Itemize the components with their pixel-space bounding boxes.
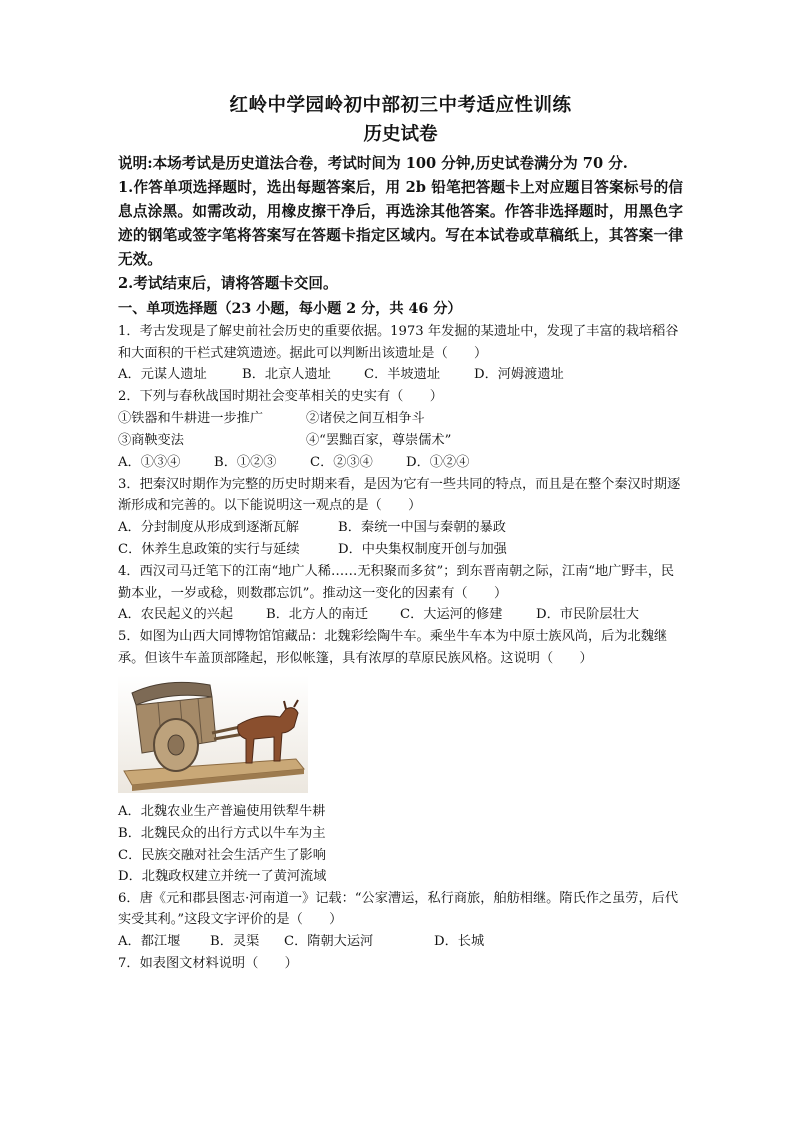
- option-b: B．①②③: [214, 454, 277, 470]
- question-3-options: [118, 517, 683, 561]
- option-c: C．休养生息政策的实行与延续: [118, 541, 300, 557]
- option-a: A．都江堰: [118, 933, 181, 949]
- exam-title: 红岭中学园岭初中部初三中考适应性训练: [229, 95, 572, 116]
- question-5-option-c: C．民族交融对社会生活产生了影响: [118, 847, 326, 863]
- ox-cart-figure: [118, 675, 308, 793]
- option-b: B．北方人的南迁: [266, 607, 369, 623]
- option-d: D．①②④: [406, 454, 470, 470]
- option-b: B．秦统一中国与秦朝的暴政: [338, 519, 506, 535]
- option-b: B．北京人遗址: [242, 367, 331, 383]
- option-d: D．市民阶层壮大: [536, 607, 639, 623]
- question-5-option-a: A．北魏农业生产普遍使用铁犁牛耕: [118, 804, 326, 820]
- question-2-items: [118, 408, 683, 452]
- instructions-item-1: 1.作答单项选择题时，选出每题答案后，用 2b 铅笔把答题卡上对应题目答案标号的信息点涂黑。如需改动，用橡皮擦干净后，再选涂其他答案。作答非选择题时，用黑色字迹的钢笔或签字笔将答案写在答题卡指定区域内。写在本试卷或草稿纸上，其答案一律无效。: [118, 179, 683, 268]
- instructions-intro: 说明:本场考试是历史道法合卷，考试时间为 100 分钟,历史试卷满分为 70 分.: [118, 155, 628, 172]
- question-7-stem: 7．如表图文材料说明（ ）: [118, 955, 298, 971]
- statement-3: ③商鞅变法: [118, 432, 184, 448]
- statement-1: ①铁器和牛耕进一步推广: [118, 410, 264, 426]
- question-2-options: [118, 452, 683, 474]
- question-5-stem: 5．如图为山西大同博物馆馆藏品：北魏彩绘陶牛车。乘坐牛车本为中原士族风尚，后为北魏继承。但该牛车盖顶部隆起，形似帐篷，具有浓厚的草原民族风格。这说明（ ）: [118, 629, 668, 666]
- question-2-stem: 2．下列与春秋战国时期社会变革相关的史实有（ ）: [118, 389, 443, 405]
- option-a: A．元谋人遗址: [118, 367, 207, 383]
- instructions-item-2: 2.考试结束后，请将答题卡交回。: [118, 275, 338, 292]
- question-3-stem: 3．把秦汉时期作为完整的历史时期来看，是因为它有一些共同的特点，而且是在整个秦汉时期逐渐形成和完善的。以下能说明这一观点的是（ ）: [118, 476, 681, 514]
- option-a: A．农民起义的兴起: [118, 607, 234, 623]
- option-c: C．②③④: [310, 454, 373, 470]
- option-d: D．河姆渡遗址: [474, 367, 564, 383]
- question-1-options: [118, 364, 683, 386]
- section-heading: 一、单项选择题（23 小题，每小题 2 分，共 46 分）: [118, 301, 462, 317]
- exam-page: [118, 92, 683, 975]
- question-5-option-d: D．北魏政权建立并统一了黄河流域: [118, 869, 327, 885]
- question-5-option-b: B．北魏民众的出行方式以牛车为主: [118, 825, 326, 841]
- option-d: D．中央集权制度开创与加强: [338, 541, 507, 557]
- option-a: A．①③④: [118, 454, 181, 470]
- question-1-stem: 1．考古发现是了解史前社会历史的重要依据。1973 年发掘的某遗址中，发现了丰富的栽培稻谷和大面积的干栏式建筑遗迹。据此可以判断出该遗址是（ ）: [118, 324, 679, 361]
- option-b: B．灵渠: [210, 933, 260, 949]
- statement-4: ④“罢黜百家，尊崇儒术”: [306, 432, 452, 448]
- question-6-options: [118, 931, 683, 953]
- option-d: D．长城: [434, 933, 485, 949]
- question-6-stem: 6．唐《元和郡县图志·河南道一》记载：“公家漕运，私行商旅，舶舫相继。隋氏作之虽劳，后代实受其利。”这段文字评价的是（ ）: [118, 890, 679, 928]
- option-c: C．大运河的修建: [400, 607, 503, 623]
- option-c: C．隋朝大运河: [284, 933, 374, 949]
- question-4-stem: 4．西汉司马迁笔下的江南“地广人稀……无积聚而多贫”；到东晋南朝之际，江南“地广野丰，民勤本业，一岁或稔，则数郡忘饥”。推动这一变化的因素有（ ）: [118, 563, 675, 601]
- ox-cart-image: [118, 675, 308, 793]
- exam-subtitle: 历史试卷: [363, 124, 438, 145]
- question-4-options: [118, 604, 683, 626]
- statement-2: ②诸侯之间互相争斗: [306, 410, 425, 426]
- option-c: C．半坡遗址: [364, 367, 441, 383]
- option-a: A．分封制度从形成到逐渐瓦解: [118, 519, 299, 535]
